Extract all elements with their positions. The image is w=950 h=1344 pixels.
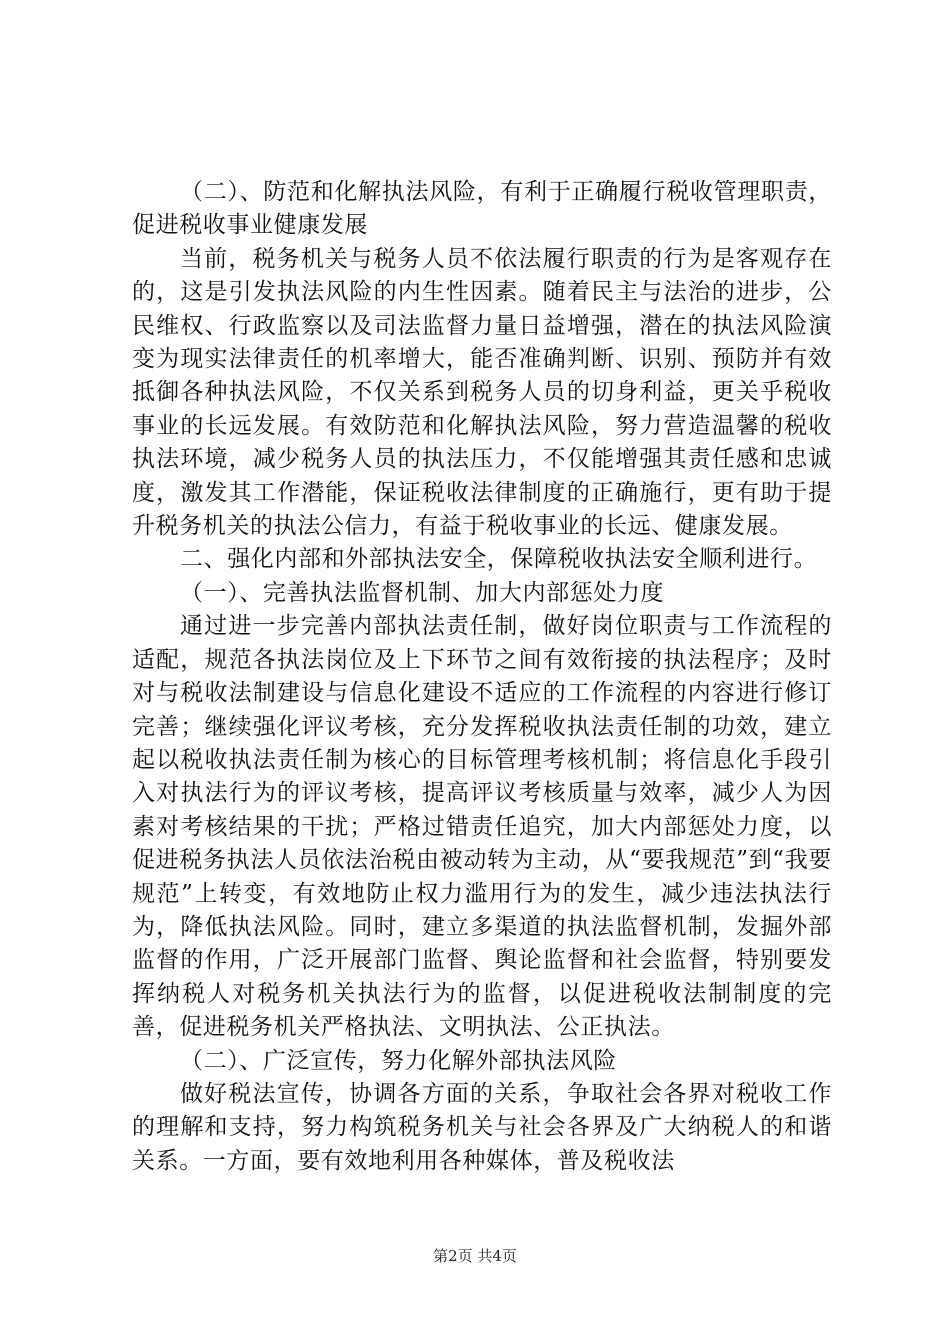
body-paragraph: 当前，税务机关与税务人员不依法履行职责的行为是客观存在的，这是引发执法风险的内生性因素。随着民主与法治的进步，公民维权、行政监察以及司法监督力量日益增强，潜在的执法风险演变为现实法律责任的机率增大，能否准确判断、识别、预防并有效抵御各种执法风险，不仅关系到税务人员的切身利益，更关乎税收事业的长远发展。有效防范和化解执法风险，努力营造温馨的税收执法环境，减少税务人员的执法压力，不仅能增强其责任感和忠诚度，激发其工作潜能，保证税收法律制度的正确施行，更有助于提升税务机关的执法公信力，有益于税收事业的长远、健康发展。 [132, 245, 832, 540]
body-paragraph: 做好税法宣传，协调各方面的关系，争取社会各界对税收工作的理解和支持，努力构筑税务机关与社会各界及广大纳税人的和谐关系。一方面，要有效地利用各种媒体，普及税收法 [132, 1080, 832, 1174]
body-paragraph: 通过进一步完善内部执法责任制，做好岗位职责与工作流程的适配，规范各执法岗位及上下环节之间有效衔接的执法程序；及时对与税收法制建设与信息化建设不适应的工作流程的内容进行修订完善；继续强化评议考核，充分发挥税收执法责任制的功效，建立起以税收执法责任制为核心的目标管理考核机制；将信息化手段引入对执法行为的评议考核，提高评议考核质量与效率，减少人为因素对考核结果的干扰；严格过错责任追究，加大内部惩处力度，以促进税务执法人员依法治税由被动转为主动，从“要我规范”到“我要规范”上转变，有效地防止权力滥用行为的发生，减少违法执法行为，降低执法风险。同时，建立多渠道的执法监督机制，发掘外部监督的作用，广泛开展部门监督、舆论监督和社会监督，特别要发挥纳税人对税务机关执法行为的监督，以促进税收法制制度的完善，促进税务机关严格执法、文明执法、公正执法。 [132, 613, 832, 1041]
section-heading-2-2b: （二）、广泛宣传，努力化解外部执法风险 [180, 1047, 617, 1074]
section-heading-2-2: （二）、防范和化解执法风险，有利于正确履行税收管理职责，促进税收事业健康发展 [132, 179, 832, 239]
section-heading-2: 二、强化内部和外部执法安全，保障税收执法安全顺利进行。 [180, 546, 818, 573]
section-heading-2-1: （一）、完善执法监督机制、加大内部惩处力度 [180, 579, 665, 606]
document-body [132, 176, 832, 1178]
page-footer: 第2页 共4页 [433, 1247, 517, 1265]
